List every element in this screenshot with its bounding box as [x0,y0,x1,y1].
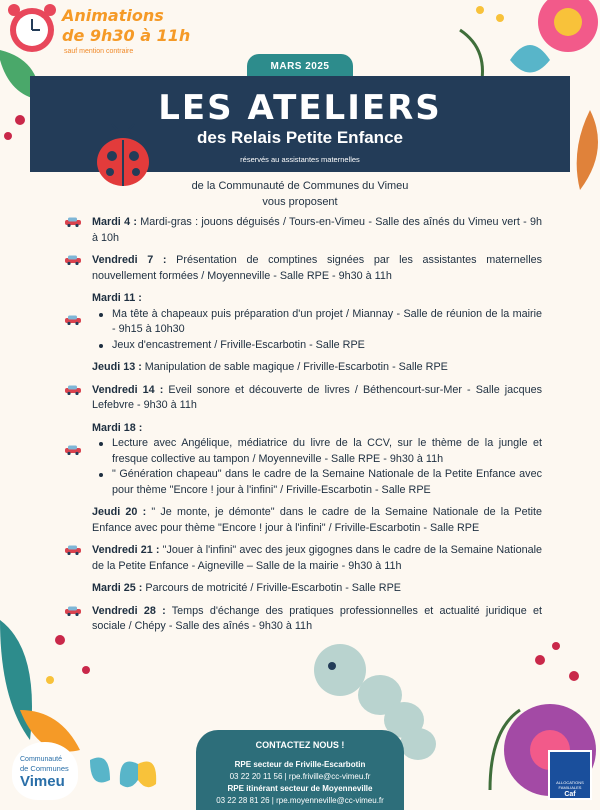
community-line-1: de la Communauté de Communes du Vimeu [191,180,409,192]
program-text: Parcours de motricité / Friville-Escarbotin - Salle RPE [142,582,402,594]
program-sublist [92,307,542,354]
animations-hours [62,6,192,46]
ccv-logo-line-1: Communauté [20,756,63,763]
ccv-logo-line-3: Vimeu [20,773,65,790]
page-title: LES ATELIERS [158,88,442,128]
ccv-logo-line-2: de Communes [20,764,69,773]
program-day: Mardi 11 : [92,292,142,304]
program-day: Mardi 4 : [92,216,137,228]
ccv-logo [12,742,78,800]
car-icon [64,315,82,325]
program-entry [92,291,542,353]
program-entry [92,215,542,246]
contact-sector-1: RPE secteur de Friville-Escarbotin [234,760,366,769]
contact-sector-1-info: 03 22 20 11 56 | rpe.friville@cc-vimeu.fr [229,772,371,781]
program-subitem: Ma tête à chapeaux puis préparation d'un projet / Miannay - Salle de réunion de la mairie - 9h15 à 10h30 [108,307,542,338]
animations-note: sauf mention contraire [64,48,134,55]
program-entry [92,253,542,284]
program-entry [92,383,542,414]
caf-logo-line-1: ALLOCATIONS FAMILIALES [556,780,584,790]
program-day: Vendredi 7 : [92,254,167,266]
program-day: Vendredi 21 : [92,544,160,556]
program-text: Eveil sonore et découverte de livres / Béthencourt-sur-Mer - Salle jacques Lefebvre - 9h30 à 11h [92,383,542,411]
program-day: Mardi 25 : [92,582,143,594]
car-icon [64,606,82,616]
contact-box [196,730,404,810]
contact-heading: CONTACTEZ NOUS ! [255,740,345,750]
program-entry [92,581,542,597]
program-sublist [92,436,542,498]
program-day: Jeudi 13 : [92,361,142,373]
community-line-2: vous proposent [262,196,338,208]
program-entry [92,604,542,635]
program-day: Vendredi 14 : [92,383,164,396]
program-text: "Jouer à l'infini" avec des jeux gigognes dans le cadre de la Semaine Nationale de la Petite Enfance - Aigneville – Salle de la mairie - 9h30 à 11h [92,544,542,572]
month-tab: MARS 2025 [247,54,353,78]
caf-logo [548,750,592,800]
car-icon [64,217,82,227]
program-entry [92,360,542,376]
program-entry [92,421,542,499]
caf-logo-line-2: Caf [564,791,576,798]
program-subitem: Lecture avec Angélique, médiatrice du livre de la CCV, sur le thème de la jungle et fresque collective au tampon / Moyenneville - Salle RPE - 9h30 à 11h [108,436,542,467]
program-entry [92,505,542,536]
alarm-clock-icon [2,0,62,56]
program-day: Jeudi 20 : [92,506,147,518]
car-icon [64,385,82,395]
program-list [92,215,542,642]
car-icon [64,255,82,265]
contact-sector-2: RPE itinérant secteur de Moyenneville [227,784,373,793]
car-icon [64,445,82,455]
program-day: Vendredi 28 : [92,604,166,617]
program-text: Manipulation de sable magique / Friville-Escarbotin - Salle RPE [141,361,448,373]
animations-line-2: de 9h30 à 11h [62,26,191,45]
program-text: " Je monte, je démonte" dans le cadre de la Semaine Nationale de la Petite Enfance avec pour thème "Encore ! jour à l'infini" / Friville-Escarbotin - Salle RPE [92,506,542,534]
program-entry [92,543,542,574]
contact-sector-2-info: 03 22 28 81 26 | rpe.moyenneville@cc-vimeu.fr [216,796,384,805]
butterfly-illustration [118,754,158,800]
community-intro [0,178,600,210]
program-subitem: " Génération chapeau" dans le cadre de la Semaine Nationale de la Petite Enfance avec pour thème "Encore ! jour à l'infini" / Friville-Escarbotin - Salle RPE [108,467,542,498]
program-subitem: Jeux d'encastrement / Friville-Escarbotin - Salle RPE [108,338,542,354]
animations-line-1: Animations [62,6,164,25]
program-text: Présentation de comptines signées par les assistantes maternelles nouvellement formées / Moyenneville - Salle RPE - 9h30 à 11h [92,254,543,282]
car-icon [64,545,82,555]
reserved-note: réservés au assistantes maternelles [240,155,360,164]
program-text: Mardi-gras : jouons déguisés / Tours-en-Vimeu - Salle des aînés du Vimeu vert - 9h à 10h [92,216,542,244]
page-subtitle: des Relais Petite Enfance [197,128,403,147]
program-text: Temps d'échange des pratiques professionnelles et actualité juridique et sociale / Chépy - Salle des aînés - 9h30 à 11h [92,604,542,632]
program-day: Mardi 18 : [92,421,143,434]
